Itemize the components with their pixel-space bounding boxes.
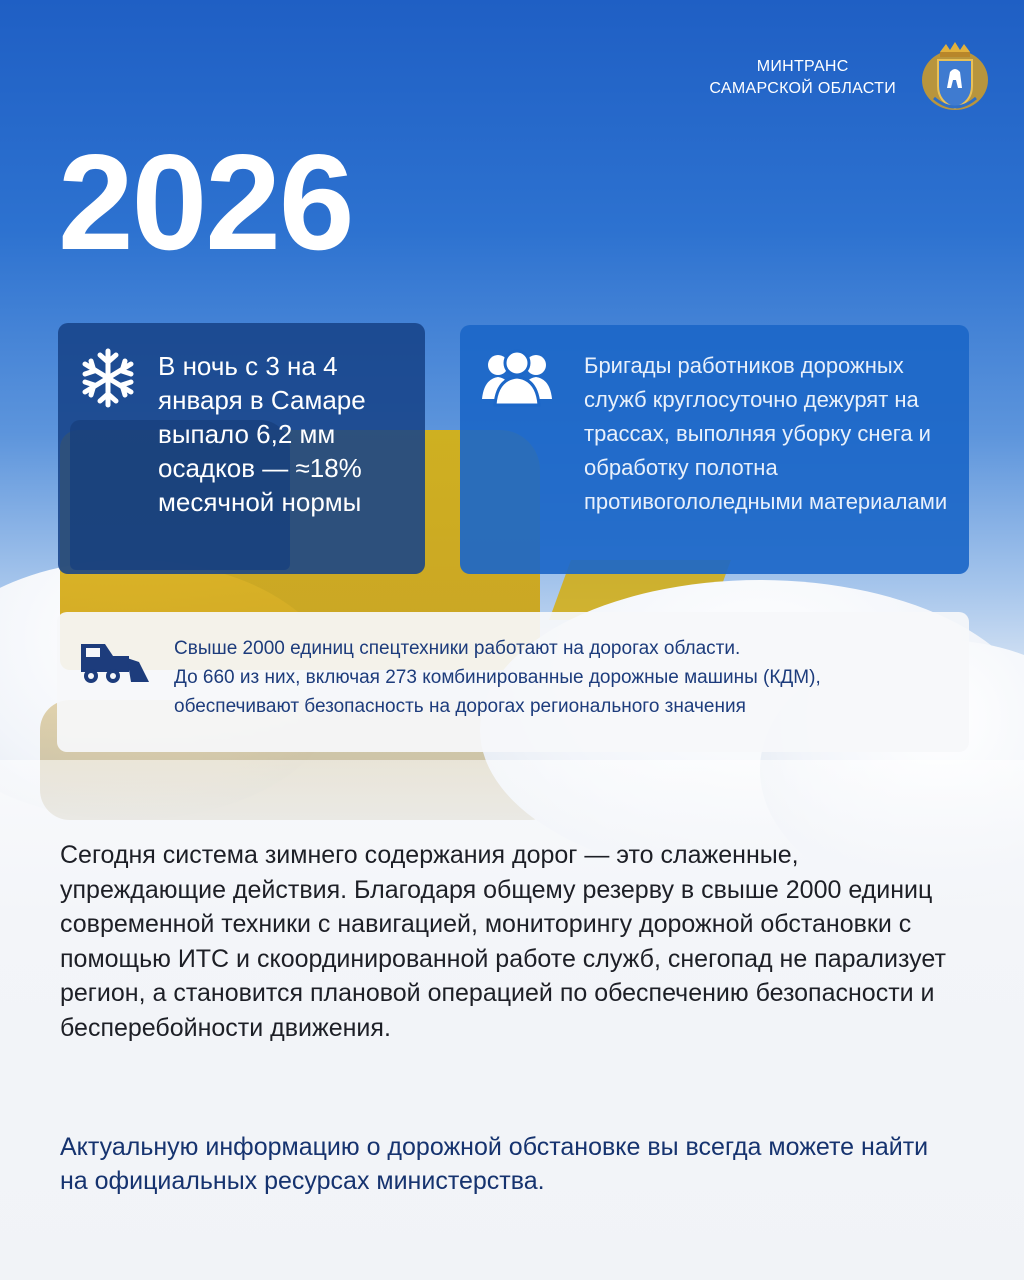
snowflake-icon [80, 347, 136, 409]
ministry-brand [709, 56, 896, 100]
footer-paragraph: Актуальную информацию о дорожной обстановке вы всегда можете найти на официальных ресурсах министерства. [60, 1133, 929, 1195]
equipment-text [174, 634, 964, 721]
brand-line: МИНТРАНС [756, 58, 849, 75]
road-crews-text: Бригады работников дорожных служб круглосуточно дежурят на трассах, выполняя уборку снега и обработку полотна противогололедными материалами [584, 353, 948, 514]
equipment-card [57, 612, 969, 752]
people-group-icon [480, 349, 554, 407]
equipment-line: Свыше 2000 единиц спецтехники работают на дорогах области. [174, 638, 741, 659]
precipitation-text: В ночь с 3 на 4 января в Самаре выпало 6,2 мм осадков — ≈18% месячной нормы [158, 351, 366, 517]
equipment-line: обеспечивают безопасность на дорогах регионального значения [174, 696, 746, 717]
brand-line: САМАРСКОЙ ОБЛАСТИ [709, 80, 896, 97]
samara-coat-of-arms-icon [920, 38, 990, 112]
precipitation-card [58, 323, 425, 574]
snowplow-truck-icon [79, 632, 151, 690]
road-crews-card [460, 325, 969, 574]
year-heading: 2026 [58, 126, 353, 278]
equipment-line: До 660 из них, включая 273 комбинированные дорожные машины (КДМ), [174, 667, 821, 688]
body-paragraph: Сегодня система зимнего содержания дорог — это слаженные, упреждающие действия. Благодаря общему резерву в свыше 2000 единиц современной техники с навигацией, мониторингу дорожной обстановки с помощью ИТС и скоординированной работе служб, снегопад не парализует регион, а становится плановой операцией по обеспечению безопасности и бесперебойности движения. [60, 841, 946, 1042]
